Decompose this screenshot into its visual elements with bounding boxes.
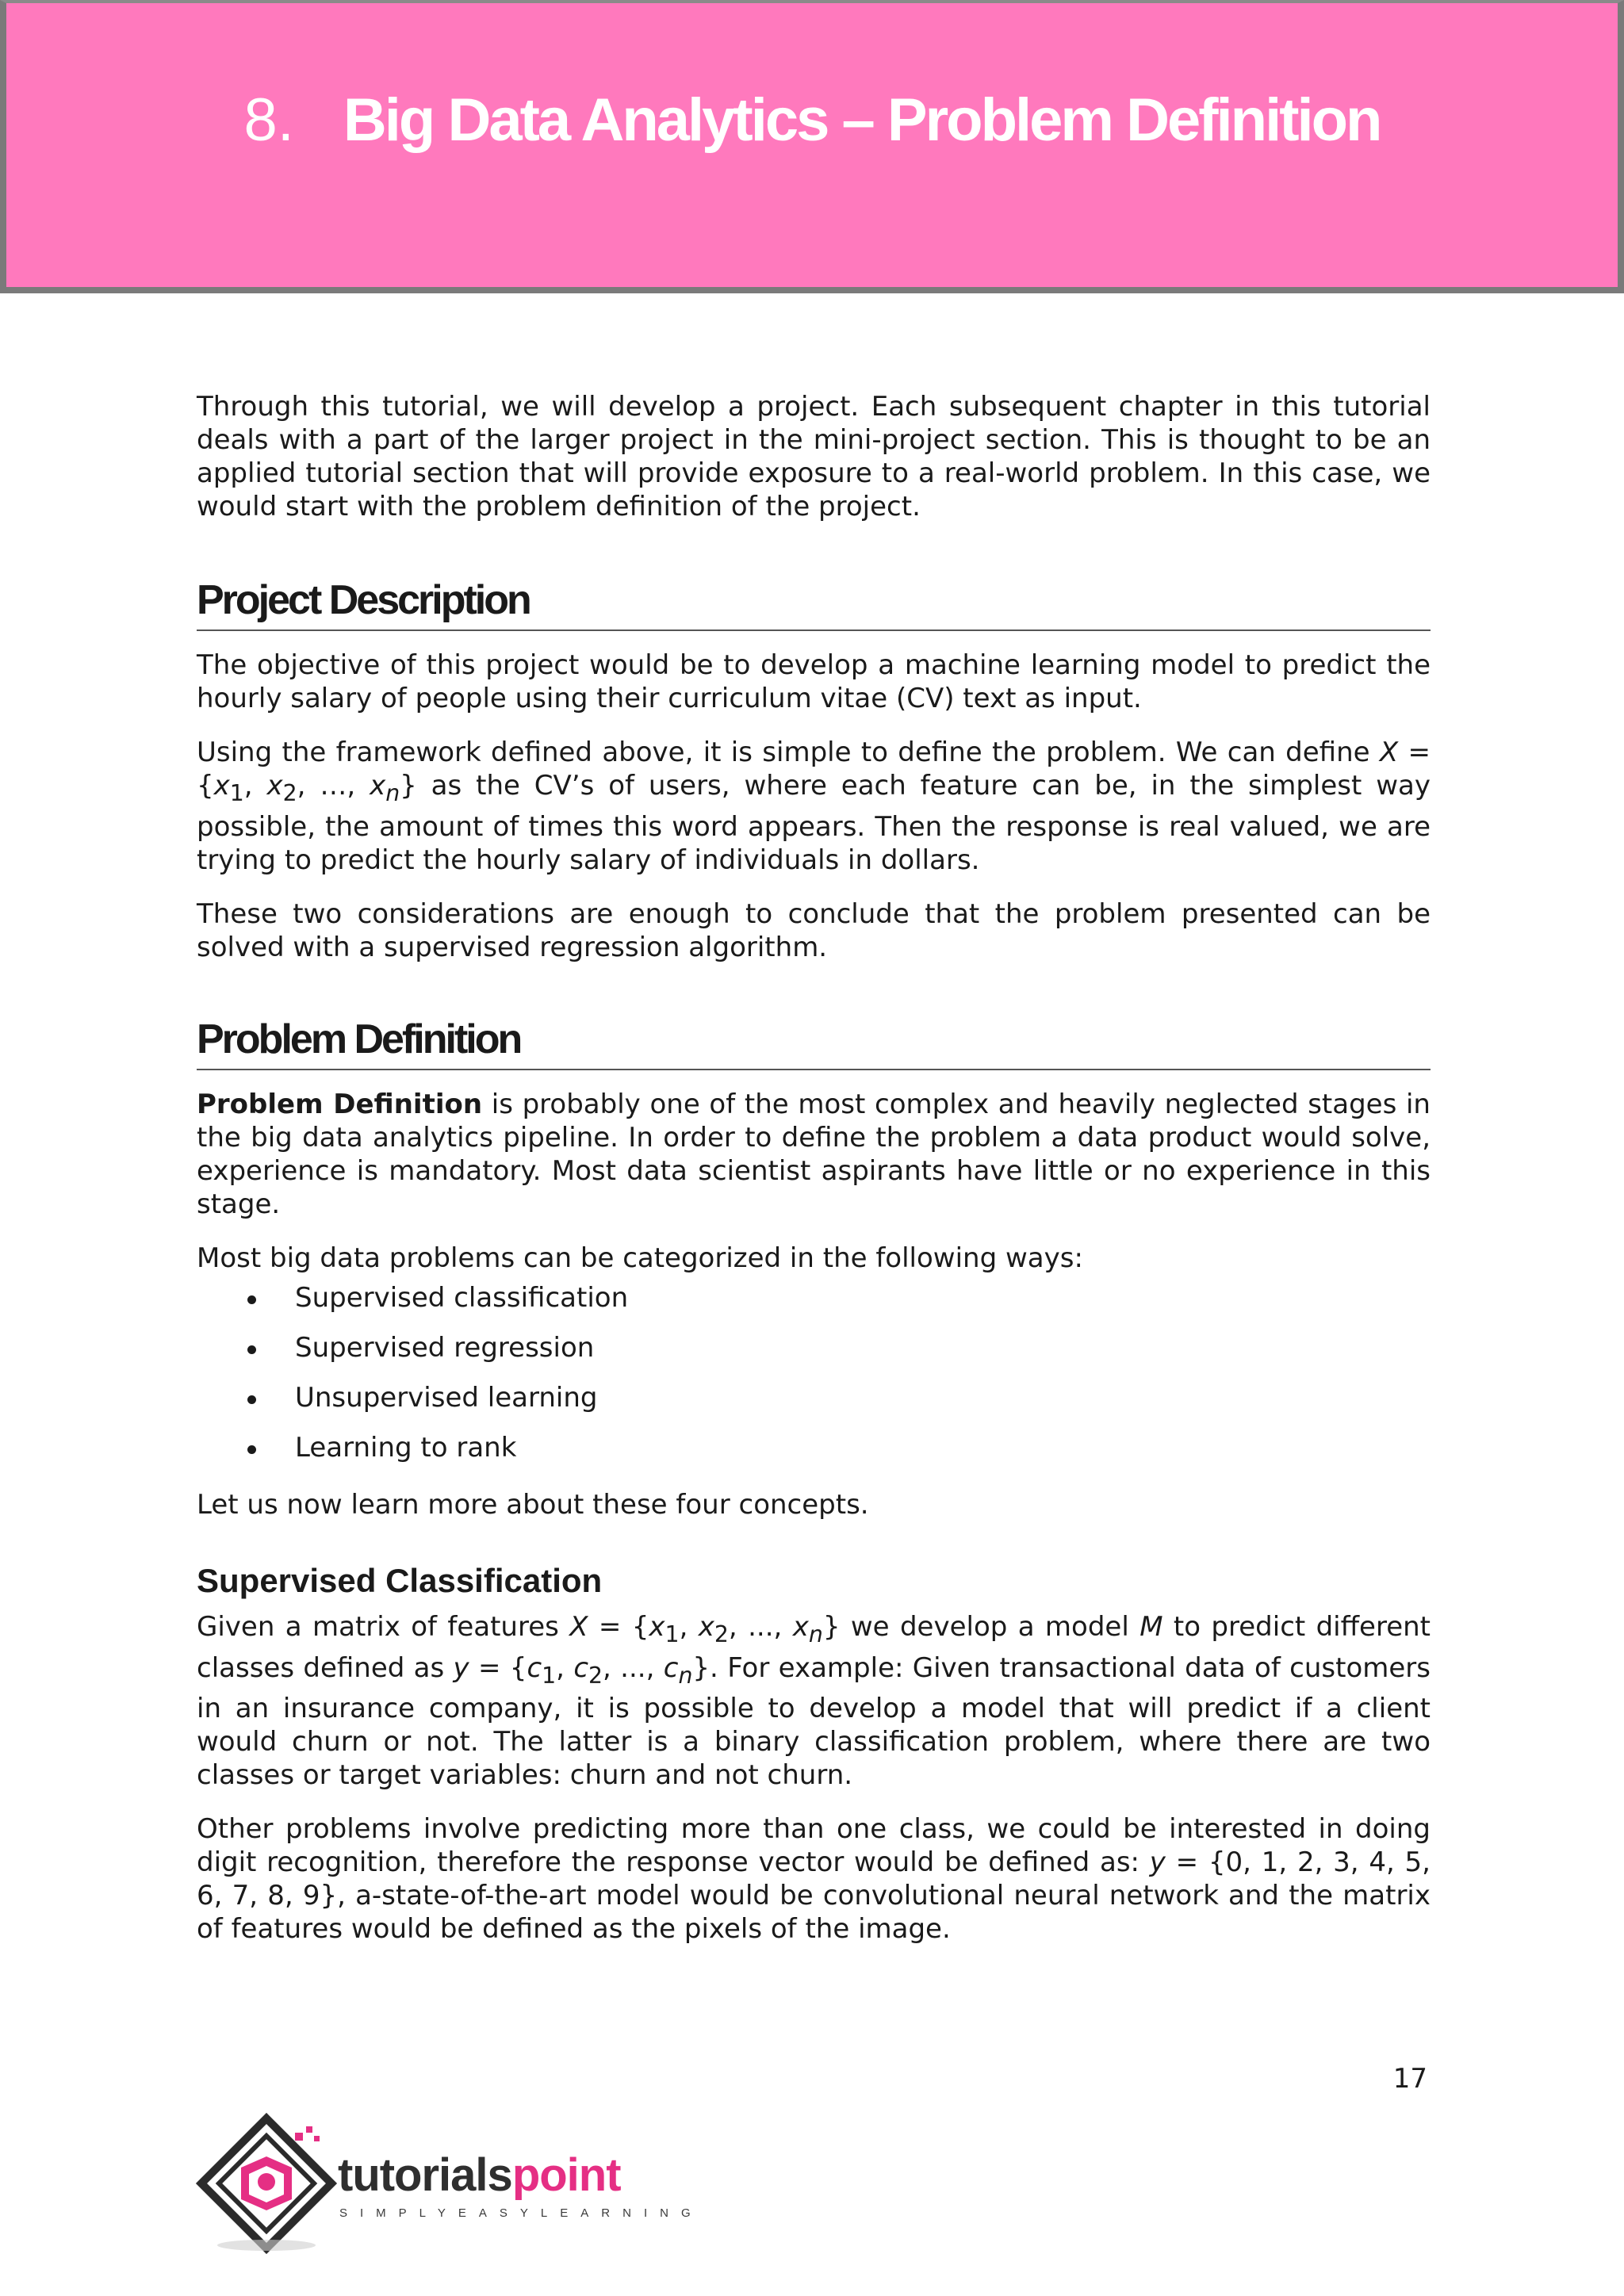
page-content [197,390,1431,1966]
four-concepts-paragraph: Let us now learn more about these four concepts. [197,1488,869,1521]
tutorialspoint-logo [195,2110,703,2257]
chapter-number: 8. [243,86,294,154]
classification-paragraph: Given a matrix of features $X = \{x_1$, $x_2$, ..., $x_n$} we develop a model M to predict different classes defined as $y = \{c_1$, $c_2$, ..., $c_n$}. For example: Given transactional data of customers in an insurance company, it is possible to develop a model that will predict if a client would churn or not. The latter is a binary classification problem, where there are two classes or target variables: churn and not churn. [197,1610,1431,1792]
project-description-heading: Project Description [197,576,1431,631]
logo-tagline: SIMPLYEASYLEARNING [339,2206,703,2220]
framework-paragraph: Using the framework defined above, it is simple to define the problem. We can define $X = \{x_1$, $x_2$, …, $x_n$} as the CV’s of users, where each feature can be, in the simplest way possible, the amount of times this word appears. Then the response is real valued, we are trying to predict the hourly salary of individuals in dollars. [197,737,1431,876]
project-objective-paragraph: The objective of this project would be to develop a machine learning model to predict the hourly salary of people using their curriculum vitae (CV) text as input. [197,649,1431,714]
page-number: 17 [1392,2063,1427,2095]
list-item: Supervised regression [197,1331,1431,1364]
list-item: Learning to rank [197,1431,1431,1464]
problem-definition-paragraph: Problem Definition is probably one of the most complex and heavily neglected stages in the big data analytics pipeline. In order to define the problem a data product would solve, experience is mandatory. Most data scientist aspirants have little or no experience in this stage. [197,1088,1431,1220]
list-item: Supervised classification [197,1281,1431,1314]
conclusion-paragraph: These two considerations are enough to conclude that the problem presented can be solved with a supervised regression algorithm. [197,897,1431,963]
categories-intro-paragraph: Most big data problems can be categorized in the following ways: [197,1242,1083,1274]
chapter-banner [0,0,1624,293]
intro-paragraph: Through this tutorial, we will develop a project. Each subsequent chapter in this tutorial deals with a part of the larger project in the mini-project section. This is thought to be an applied tutorial section that will provide exposure to a real-world problem. In this case, we would start with the problem definition of the project. [197,391,1431,522]
chapter-title-text: Big Data Analytics – Problem Definition [343,86,1381,154]
list-item: Unsupervised learning [197,1381,1431,1414]
problem-categories-list [197,1281,1431,1464]
problem-definition-heading: Problem Definition [197,1015,1431,1070]
chapter-title [6,86,1618,155]
logo-wordmark: tutorialspoint [338,2149,621,2201]
supervised-classification-heading: Supervised Classification [197,1561,603,1599]
digit-recognition-paragraph: Other problems involve predicting more than one class, we could be interested in doing digit recognition, therefore the response vector would be defined as: y = {0, 1, 2, 3, 4, 5, 6, 7, 8, 9}, a-state-of-the-art model would be convolutional neural network and the matrix of features would be defined as the pixels of the image. [197,1813,1431,1946]
logo-diamond-icon [195,2110,338,2257]
